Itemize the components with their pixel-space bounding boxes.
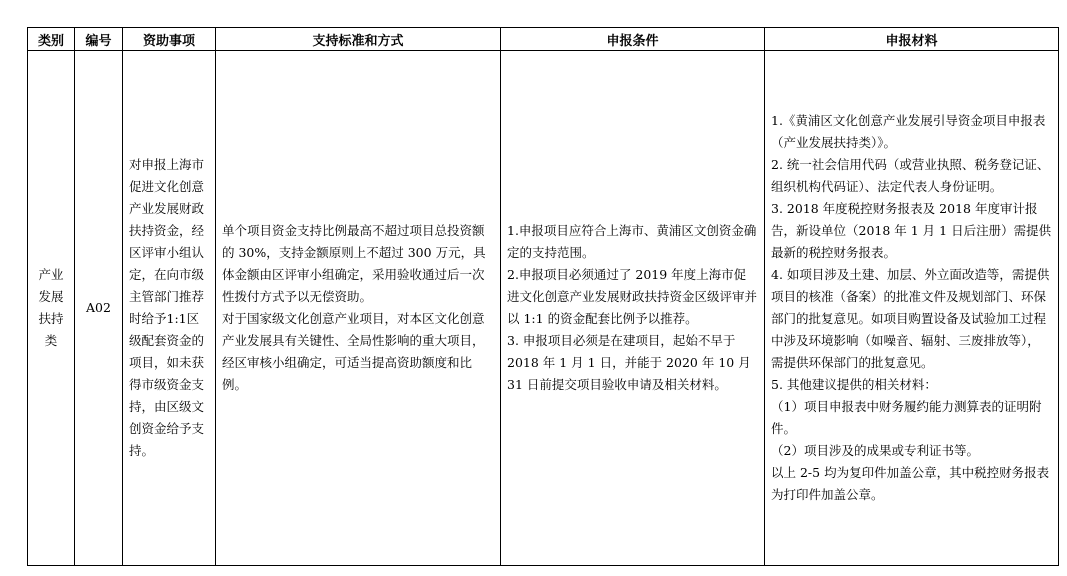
material-item: 以上 2-5 均为复印件加盖公章，其中税控财务报表为打印件加盖公章。 [771,465,1050,502]
category-text: 产业发展扶持类 [38,267,64,348]
cell-item: 对申报上海市促进文化创意产业发展财政扶持资金，经区评审小组认定，在向市级主管部门推荐时给予1:1区级配套资金的项目，如未获得市级资金支持，由区级文创资金给予支持。 [123,51,216,566]
cell-standard [216,51,501,566]
header-category: 类别 [28,28,75,51]
material-item: （1）项目申报表中财务履约能力测算表的证明附件。 [771,399,1042,436]
standard-paragraph: 对于国家级文化创意产业项目，对本区文化创意产业发展具有关键性、全局性影响的重大项目，经区审核小组确定，可适当提高资助额度和比例。 [222,311,485,392]
material-item: 3. 2018 年度税控财务报表及 2018 年度审计报告，新设单位（2018 年 1 月 1 日后注册）需提供最新的税控财务报表。 [771,201,1052,260]
condition-item: 1.申报项目应符合上海市、黄浦区文创资金确定的支持范围。 [507,223,757,260]
material-item: 1.《黄浦区文化创意产业发展引导资金项目申报表（产业发展扶持类）》。 [771,113,1046,150]
material-item: 2. 统一社会信用代码（或营业执照、税务登记证、组织机构代码证）、法定代表人身份证明。 [771,157,1050,194]
cell-category [28,51,75,566]
cell-code: A02 [75,51,123,566]
cell-materials [765,51,1059,566]
cell-conditions [501,51,765,566]
header-standard: 支持标准和方式 [216,28,501,51]
condition-item: 2.申报项目必须通过了 2019 年度上海市促进文化创意产业发展财政扶持资金区级评审并以 1:1 的资金配套比例予以推荐。 [507,267,758,326]
material-item: 5. 其他建议提供的相关材料： [771,377,937,392]
funding-table [27,27,1059,566]
table-row [28,51,1059,566]
condition-item: 3. 申报项目必须是在建项目，起始不早于 2018 年 1 月 1 日，并能于 2020 年 10 月 31 日前提交项目验收申请及相关材料。 [507,333,751,392]
header-row [28,28,1059,51]
material-item: 4. 如项目涉及土建、加层、外立面改造等，需提供项目的核准（备案）的批准文件及规划部门、环保部门的批复意见。如项目购置设备及试验加工过程中涉及环境影响（如噪音、辐射、三废排放等），需提供环保部门的批复意见。 [771,267,1050,370]
header-conditions: 申报条件 [501,28,765,51]
header-materials: 申报材料 [765,28,1059,51]
header-code: 编号 [75,28,123,51]
material-item: （2）项目涉及的成果或专利证书等。 [771,443,979,458]
header-item: 资助事项 [123,28,216,51]
standard-paragraph: 单个项目资金支持比例最高不超过项目总投资额的 30%，支持金额原则上不超过 300 万元，具体金额由区评审小组确定，采用验收通过后一次性拨付方式予以无偿资助。 [222,223,486,304]
